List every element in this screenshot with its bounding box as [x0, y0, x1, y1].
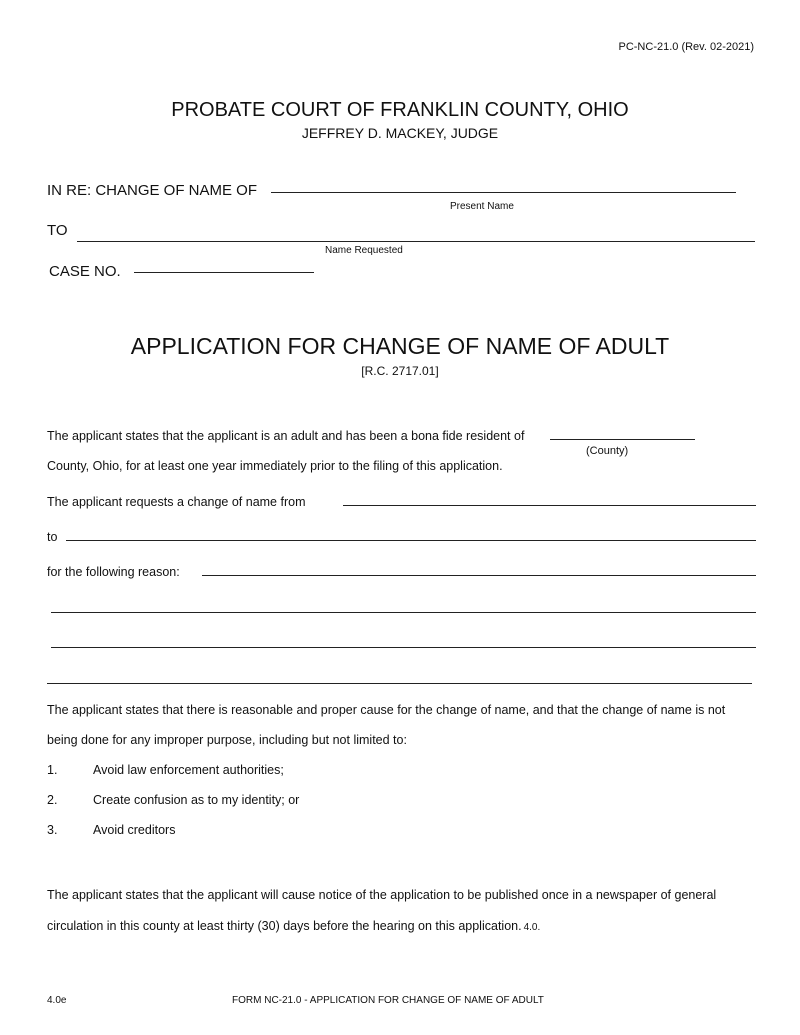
- notice-text: circulation in this county at least thirty (30) days before the hearing on this application.: [47, 919, 522, 933]
- notice-statement-1: The applicant states that the applicant will cause notice of the application to be published once in a newspaper of general: [47, 888, 717, 902]
- residency-text: The applicant states that the applicant is an adult and has been a bona fide resident of: [47, 429, 525, 443]
- statute-reference: [R.C. 2717.01]: [361, 364, 439, 378]
- court-name: PROBATE COURT OF FRANKLIN COUNTY, OHIO: [171, 99, 629, 121]
- list-number-3: 3.: [47, 823, 58, 837]
- reason-field-2[interactable]: [51, 612, 756, 613]
- request-to-label: to: [47, 530, 58, 544]
- cause-statement-2: being done for any improper purpose, including but not limited to:: [47, 733, 407, 747]
- change-from-field[interactable]: [343, 505, 756, 506]
- footer-form-title: FORM NC-21.0 - APPLICATION FOR CHANGE OF NAME OF ADULT: [232, 995, 544, 1006]
- to-label: TO: [47, 222, 68, 239]
- list-item-1: Avoid law enforcement authorities;: [93, 763, 284, 777]
- notice-statement-2: [47, 919, 540, 933]
- list-number-1: 1.: [47, 763, 58, 777]
- form-code: PC-NC-21.0 (Rev. 02-2021): [618, 41, 754, 53]
- list-number-2: 2.: [47, 793, 58, 807]
- county-field[interactable]: [550, 439, 695, 440]
- case-no-label: CASE NO.: [49, 263, 121, 280]
- residency-text-2: County, Ohio, for at least one year immediately prior to the filing of this application.: [47, 459, 503, 473]
- reason-field-1[interactable]: [202, 575, 756, 576]
- notice-suffix: 4.0.: [523, 922, 541, 933]
- present-name-caption: Present Name: [450, 201, 514, 212]
- name-requested-caption: Name Requested: [325, 245, 403, 256]
- name-requested-field[interactable]: [77, 241, 755, 242]
- list-item-2: Create confusion as to my identity; or: [93, 793, 300, 807]
- footer-version: 4.0e: [47, 995, 67, 1006]
- in-re-label: IN RE: CHANGE OF NAME OF: [47, 182, 258, 199]
- reason-label: for the following reason:: [47, 565, 180, 579]
- case-no-field[interactable]: [134, 272, 314, 273]
- request-from-label: The applicant requests a change of name from: [47, 495, 306, 509]
- judge-name: JEFFREY D. MACKEY, JUDGE: [301, 125, 499, 141]
- reason-field-4[interactable]: [47, 683, 752, 684]
- form-title: APPLICATION FOR CHANGE OF NAME OF ADULT: [130, 333, 670, 359]
- reason-field-3[interactable]: [51, 647, 756, 648]
- change-to-field[interactable]: [66, 540, 756, 541]
- cause-statement-1: The applicant states that there is reasonable and proper cause for the change of name, and that the change of name is not: [47, 703, 726, 717]
- present-name-field[interactable]: [271, 192, 736, 193]
- county-caption: (County): [586, 445, 629, 457]
- list-item-3: Avoid creditors: [93, 823, 176, 837]
